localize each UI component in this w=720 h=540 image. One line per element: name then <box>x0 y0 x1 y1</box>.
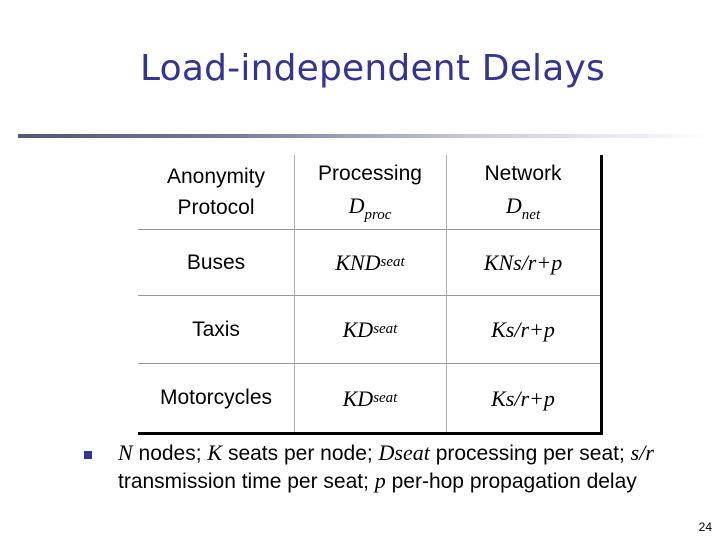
processing-subscript: proc <box>364 207 392 223</box>
slide-title: Load-independent Delays <box>140 48 605 89</box>
network-value: KNs/r+p <box>483 250 563 275</box>
network-cell <box>446 230 600 295</box>
protocol-cell: Taxis <box>192 317 240 341</box>
processing-cell <box>294 296 446 363</box>
note-text: nodes; <box>132 442 208 465</box>
network-symbol: D <box>505 193 522 218</box>
var-k: K <box>207 440 223 465</box>
processing-value: KD <box>342 385 374 411</box>
table-row <box>138 230 600 295</box>
delay-table <box>138 155 603 435</box>
table-header-row <box>138 155 600 229</box>
network-cell <box>446 296 600 363</box>
header-processing-symbol <box>318 189 422 227</box>
header-protocol-line2: Protocol <box>177 196 255 219</box>
network-cell <box>446 364 600 432</box>
var-p: p <box>374 468 386 493</box>
note-text: transmission time per seat; <box>118 470 375 493</box>
header-network-label: Network <box>484 161 562 185</box>
processing-value-subscript: seat <box>373 389 398 406</box>
table-row <box>138 296 600 363</box>
title-divider <box>18 134 710 138</box>
note-text: processing per seat; <box>429 442 631 465</box>
network-value: Ks/r+p <box>491 385 555 411</box>
processing-value-subscript: seat <box>380 254 405 271</box>
processing-value-subscript: seat <box>373 321 398 338</box>
notation-note <box>118 439 678 495</box>
note-text: per-hop propagation delay <box>385 470 637 493</box>
note-text: seats per node; <box>222 442 379 465</box>
var-s-over-r: s/r <box>630 440 654 465</box>
header-network <box>446 155 600 229</box>
header-processing <box>294 155 446 229</box>
table-row <box>138 364 600 432</box>
processing-cell <box>294 230 446 295</box>
processing-value: KD <box>342 317 374 342</box>
header-protocol <box>138 155 294 229</box>
processing-symbol: D <box>348 193 365 218</box>
protocol-cell: Buses <box>186 250 246 274</box>
header-network-symbol <box>484 189 561 227</box>
bullet-square-icon <box>84 451 92 459</box>
var-n: N <box>118 440 133 465</box>
processing-cell <box>294 364 446 432</box>
page-number: 24 <box>698 520 712 534</box>
processing-value: KND <box>335 250 381 275</box>
network-subscript: net <box>521 207 541 223</box>
protocol-cell: Motorcycles <box>159 386 273 410</box>
header-protocol-line1: Anonymity <box>166 164 266 188</box>
var-dseat: Dseat <box>378 440 430 465</box>
header-processing-label: Processing <box>318 161 422 185</box>
network-value: Ks/r+p <box>491 317 555 342</box>
